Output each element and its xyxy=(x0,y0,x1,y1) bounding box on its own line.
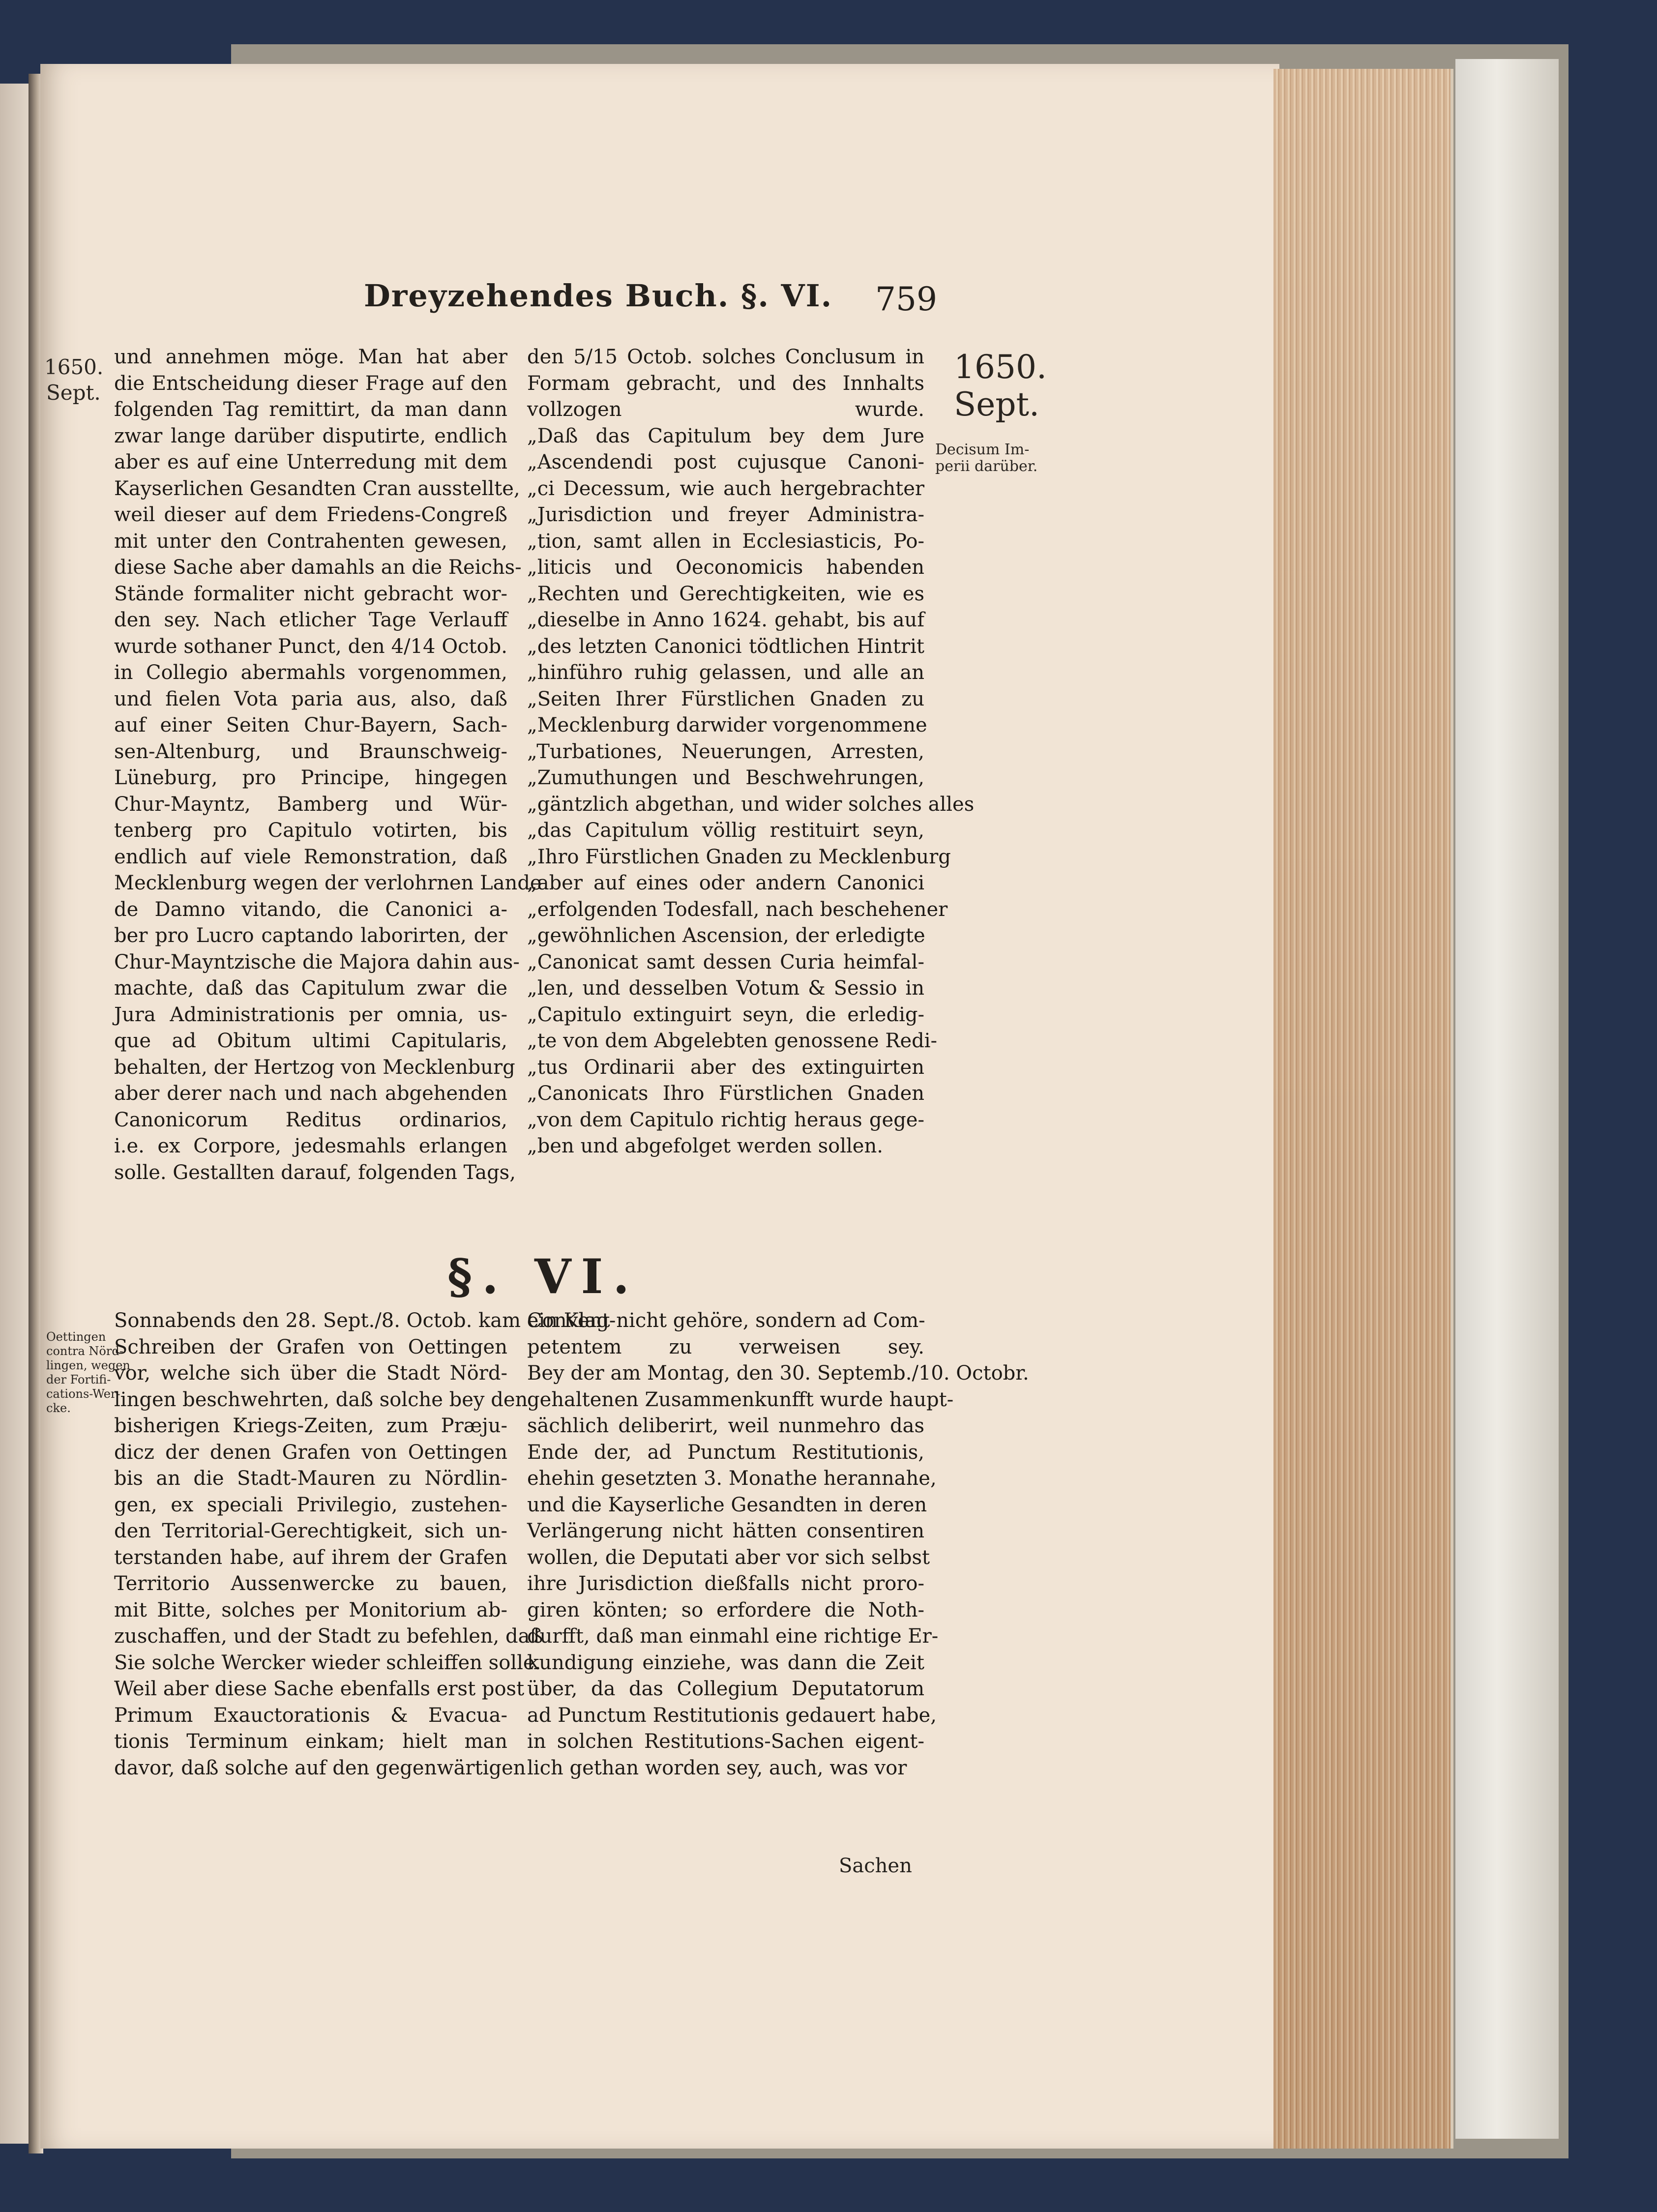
text-line: dicz der denen Grafen von Oettingen xyxy=(114,1441,507,1464)
text-line: den sey. Nach etlicher Tage Verlauff xyxy=(114,609,507,631)
text-line: Mecklenburg wegen der verlohrnen Lande xyxy=(114,872,542,894)
text-line: Formam gebracht, und des Innhalts xyxy=(527,372,924,395)
text-line: terstanden habe, auf ihrem der Grafen xyxy=(114,1546,507,1569)
text-line: „hinführo ruhig gelassen, und alle an xyxy=(527,661,924,684)
text-line: Primum Exauctorationis & Evacua- xyxy=(114,1704,507,1727)
catchword: Sachen xyxy=(839,1855,912,1877)
text-line: wurde sothaner Punct, den 4/14 Octob. xyxy=(114,635,507,658)
right-margin-note xyxy=(935,442,1037,475)
text-line: „Turbationes, Neuerungen, Arresten, xyxy=(527,740,924,763)
text-line: Ende der, ad Punctum Restitutionis, xyxy=(527,1441,924,1464)
page-fore-edge-shading xyxy=(1273,69,1450,2149)
text-line: „ben und abgefolget werden sollen. xyxy=(527,1135,883,1157)
text-line: „Mecklenburg darwider vorgenommene xyxy=(527,714,927,737)
text-line: in Collegio abermahls vorgenommen, xyxy=(114,661,507,684)
text-line: in solchen Restitutions-Sachen eigent- xyxy=(527,1730,924,1753)
text-line: „Zumuthungen und Beschwehrungen, xyxy=(527,767,924,789)
text-line: lingen beschwehrten, daß solche bey den xyxy=(114,1388,528,1411)
text-line: „Ihro Fürstlichen Gnaden zu Mecklenburg xyxy=(527,845,951,868)
text-line: giren könten; so erfordere die Noth- xyxy=(527,1598,924,1622)
text-line: gehaltenen Zusammenkunfft wurde haupt- xyxy=(527,1388,954,1411)
text-line: die Entscheidung dieser Frage auf den xyxy=(114,372,507,395)
text-line: Chur-Mayntzische die Majora dahin aus- xyxy=(114,950,520,973)
text-line: bis an die Stadt-Mauren zu Nördlin- xyxy=(114,1467,507,1490)
text-line: Jura Administrationis per omnia, us- xyxy=(114,1003,507,1026)
section2-left-column xyxy=(114,1308,616,1781)
rear-flyleaf xyxy=(1455,59,1559,2139)
text-line: vor, welche sich über die Stadt Nörd- xyxy=(114,1362,507,1385)
text-line: Verlängerung nicht hätten consentiren xyxy=(527,1520,924,1542)
text-line: gen, ex speciali Privilegio, zustehen- xyxy=(114,1493,507,1516)
text-line: „aber auf eines oder andern Canonici xyxy=(527,872,924,894)
text-line: i.e. ex Corpore, jedesmahls erlangen xyxy=(114,1135,507,1157)
text-line: wollen, die Deputati aber vor sich selbst xyxy=(527,1546,930,1569)
text-line: folgenden Tag remittirt, da man dann xyxy=(114,398,507,421)
text-line: ber pro Lucro captando laborirten, der xyxy=(114,924,507,947)
text-line: den Territorial-Gerechtigkeit, sich un- xyxy=(114,1520,507,1542)
text-line: und die Kayserliche Gesandten in deren xyxy=(527,1493,927,1516)
margin-note-line: der Fortifi- xyxy=(46,1373,111,1386)
text-line: und annehmen möge. Man hat aber xyxy=(114,346,507,368)
text-line: tenberg pro Capitulo votirten, bis xyxy=(114,819,507,842)
text-line: Bey der am Montag, den 30. Septemb./10. Octobr. xyxy=(527,1362,1029,1385)
running-head: Dreyzehendes Buch. §. VI. xyxy=(364,278,833,314)
text-line: lich gethan worden sey, auch, was vor xyxy=(527,1756,907,1779)
text-line: „Jurisdiction und freyer Administra- xyxy=(527,503,924,526)
text-line: „liticis und Oeconomicis habenden xyxy=(527,556,924,579)
text-line: sen-Altenburg, und Braunschweig- xyxy=(114,740,507,763)
text-line: solle. Gestallten darauf, folgenden Tags, xyxy=(114,1161,516,1184)
text-line: „von dem Capitulo richtig heraus gege- xyxy=(527,1108,924,1131)
text-line: „gewöhnlichen Ascension, der erledigte xyxy=(527,924,925,947)
section1-right-column xyxy=(527,344,975,1160)
text-line: Territorio Aussenwercke zu bauen, xyxy=(114,1572,507,1595)
text-line: Sie solche Wercker wieder schleiffen solle. xyxy=(114,1651,541,1674)
text-line: Sonnabends den 28. Sept./8. Octob. kam ein Klag- xyxy=(114,1309,616,1332)
text-line: tionis Terminum einkam; hielt man xyxy=(114,1730,507,1753)
text-line: Schreiben der Grafen von Oettingen xyxy=(114,1335,507,1358)
text-line: petentem zu verweisen sey. xyxy=(527,1335,924,1358)
text-line: durfft, daß man einmahl eine richtige Er- xyxy=(527,1625,939,1648)
text-line: ihre Jurisdiction dießfalls nicht proro- xyxy=(527,1572,924,1595)
text-line: Convent nicht gehöre, sondern ad Com- xyxy=(527,1309,925,1332)
margin-note-line: cations-Wer- xyxy=(46,1387,120,1401)
text-line: „dieselbe in Anno 1624. gehabt, bis auf xyxy=(527,609,924,631)
section-heading: §. VI. xyxy=(447,1249,639,1304)
text-line: „Canonicat samt dessen Curia heimfal- xyxy=(527,950,924,973)
text-line: „gäntzlich abgethan, und wider solches alles xyxy=(527,793,975,816)
text-line: „das Capitulum völlig restituirt seyn, xyxy=(527,819,924,842)
text-line: Weil aber diese Sache ebenfalls erst post xyxy=(114,1678,525,1700)
text-line: sächlich deliberirt, weil nunmehro das xyxy=(527,1415,924,1437)
margin-note-line: lingen, wegen xyxy=(46,1358,130,1372)
text-line: über, da das Collegium Deputatorum xyxy=(527,1678,924,1700)
text-line: „erfolgenden Todesfall, nach beschehener xyxy=(527,898,948,921)
text-line: behalten, der Hertzog von Mecklenburg xyxy=(114,1056,515,1079)
text-line: zuschaffen, und der Stadt zu befehlen, daß xyxy=(114,1625,543,1648)
margin-note-line: perii darüber. xyxy=(935,458,1038,475)
text-line: Kayserlichen Gesandten Cran ausstellte, xyxy=(114,477,520,500)
text-line: ehehin gesetzten 3. Monathe herannahe, xyxy=(527,1467,937,1490)
section1-left-column xyxy=(114,344,542,1186)
text-line: vollzogen wurde. xyxy=(527,398,924,421)
text-line: davor, daß solche auf den gegenwärtigen xyxy=(114,1756,526,1779)
text-line: „Canonicats Ihro Fürstlichen Gnaden xyxy=(527,1082,924,1105)
text-line: den 5/15 Octob. solches Conclusum in xyxy=(527,346,924,368)
margin-note-line: Decisum Im- xyxy=(935,441,1030,458)
text-line: auf einer Seiten Chur-Bayern, Sach- xyxy=(114,714,507,737)
margin-note-line: Oettingen xyxy=(46,1330,106,1344)
text-line: que ad Obitum ultimi Capitularis, xyxy=(114,1030,507,1052)
right-margin-year: 1650. xyxy=(954,348,1047,386)
text-line: ad Punctum Restitutionis gedauert habe, xyxy=(527,1704,937,1727)
text-line: Canonicorum Reditus ordinarios, xyxy=(114,1108,507,1131)
margin-note-line: contra Nörd- xyxy=(46,1344,123,1358)
text-line: „Capitulo extinguirt seyn, die erledig- xyxy=(527,1003,924,1026)
page-number: 759 xyxy=(875,280,937,318)
left-margin-year: 1650. xyxy=(44,355,104,379)
text-line: aber derer nach und nach abgehenden xyxy=(114,1082,507,1105)
text-line: endlich auf viele Remonstration, daß xyxy=(114,845,507,868)
text-line: bisherigen Kriegs-Zeiten, zum Præju- xyxy=(114,1415,507,1437)
text-line: „tus Ordinarii aber des extinguirten xyxy=(527,1056,924,1079)
right-margin-month: Sept. xyxy=(954,385,1040,423)
text-line: diese Sache aber damahls an die Reichs- xyxy=(114,556,522,579)
text-line: machte, daß das Capitulum zwar die xyxy=(114,977,507,1000)
text-line: aber es auf eine Unterredung mit dem xyxy=(114,451,507,473)
text-line: „Ascendendi post cujusque Canoni- xyxy=(527,451,924,473)
text-line: Lüneburg, pro Principe, hingegen xyxy=(114,767,507,789)
text-line: Chur-Mayntz, Bamberg und Wür- xyxy=(114,793,507,816)
text-line: weil dieser auf dem Friedens-Congreß xyxy=(114,503,507,526)
text-line: Stände formaliter nicht gebracht wor- xyxy=(114,582,507,605)
text-line: „Seiten Ihrer Fürstlichen Gnaden zu xyxy=(527,687,924,710)
text-line: mit unter den Contrahenten gewesen, xyxy=(114,530,507,553)
text-line: „Daß das Capitulum bey dem Jure xyxy=(527,424,924,447)
section2-right-column xyxy=(527,1308,1029,1781)
text-line: „ci Decessum, wie auch hergebrachter xyxy=(527,477,924,500)
text-line: de Damno vitando, die Canonici a- xyxy=(114,898,507,921)
text-line: „des letzten Canonici tödtlichen Hintrit xyxy=(527,635,924,658)
text-line: mit Bitte, solches per Monitorium ab- xyxy=(114,1598,507,1622)
text-line: „len, und desselben Votum & Sessio in xyxy=(527,977,924,1000)
text-line: „te von dem Abgelebten genossene Redi- xyxy=(527,1030,938,1052)
margin-note-line: cke. xyxy=(46,1401,71,1415)
text-line: kundigung einziehe, was dann die Zeit xyxy=(527,1651,924,1674)
text-line: „tion, samt allen in Ecclesiasticis, Po- xyxy=(527,530,924,553)
text-line: „Rechten und Gerechtigkeiten, wie es xyxy=(527,582,924,605)
text-line: und fielen Vota paria aus, also, daß xyxy=(114,687,507,710)
left-margin-month: Sept. xyxy=(46,381,101,405)
text-line: zwar lange darüber disputirte, endlich xyxy=(114,424,507,447)
